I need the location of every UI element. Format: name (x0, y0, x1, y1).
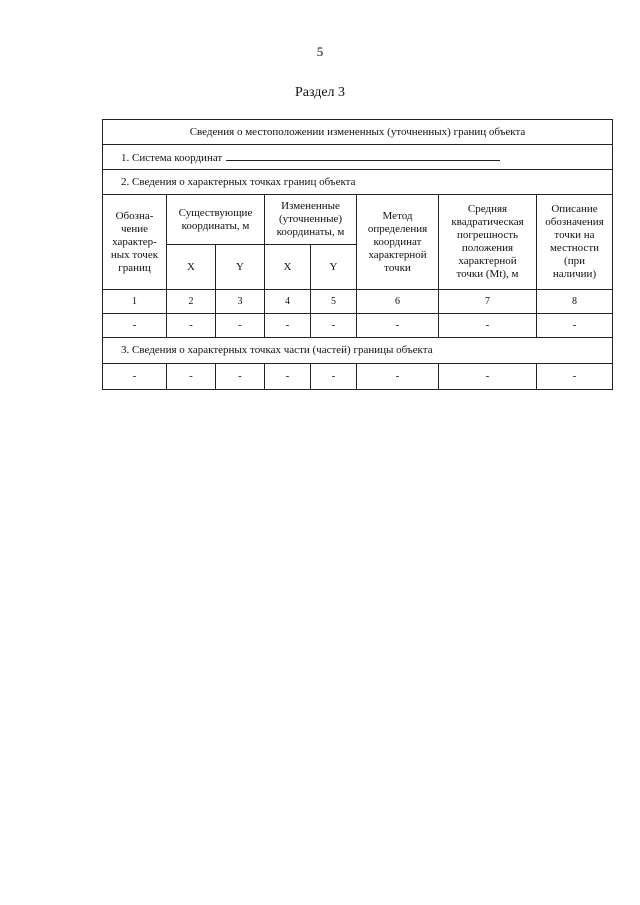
header-method: Метод определения координат характерной точки (357, 195, 439, 290)
header-error: Средняя квадратическая погрешность положения характерной точки (Mt), м (439, 195, 537, 290)
page-number: 5 (316, 44, 324, 59)
table-cell: - (537, 314, 613, 338)
table-cell: - (216, 364, 265, 390)
table-cell: - (216, 314, 265, 338)
table-cell: - (265, 364, 311, 390)
column-number: 7 (439, 290, 537, 314)
table-cell: - (265, 314, 311, 338)
header-changed-x: X (265, 245, 311, 290)
table-cell: - (311, 364, 357, 390)
table-cell: - (439, 314, 537, 338)
part-section-label: 3. Сведения о характерных точках части (частей) границы объекта (103, 338, 613, 364)
header-designation: Обозна- чение характер- ных точек границ (103, 195, 167, 290)
table-cell: - (167, 314, 216, 338)
table-cell: - (537, 364, 613, 390)
coord-system-row (103, 145, 613, 170)
table-title: Сведения о местоположении измененных (уточненных) границ объекта (103, 120, 613, 145)
table-cell: - (357, 364, 439, 390)
boundary-points-table (102, 119, 613, 390)
column-number: 5 (311, 290, 357, 314)
table-cell: - (311, 314, 357, 338)
table-row (103, 314, 613, 338)
column-number: 4 (265, 290, 311, 314)
header-existing-y: Y (216, 245, 265, 290)
table-cell: - (103, 314, 167, 338)
section-title: Раздел 3 (294, 85, 346, 100)
header-existing-coords: Существующие координаты, м (167, 195, 265, 245)
points-section-label: 2. Сведения о характерных точках границ объекта (103, 170, 613, 195)
column-number: 8 (537, 290, 613, 314)
column-number: 1 (103, 290, 167, 314)
header-description: Описание обозначения точки на местности (при наличии) (537, 195, 613, 290)
table-cell: - (103, 364, 167, 390)
table-row (103, 364, 613, 390)
column-number: 2 (167, 290, 216, 314)
coord-system-label: 1. Система координат (121, 151, 223, 164)
header-changed-coords: Измененные (уточненные) координаты, м (265, 195, 357, 245)
table-cell: - (357, 314, 439, 338)
header-existing-x: X (167, 245, 216, 290)
column-number-row (103, 290, 613, 314)
column-number: 6 (357, 290, 439, 314)
table-cell: - (167, 364, 216, 390)
header-changed-y: Y (311, 245, 357, 290)
coord-system-blank-line (226, 150, 500, 161)
column-number: 3 (216, 290, 265, 314)
table-cell: - (439, 364, 537, 390)
